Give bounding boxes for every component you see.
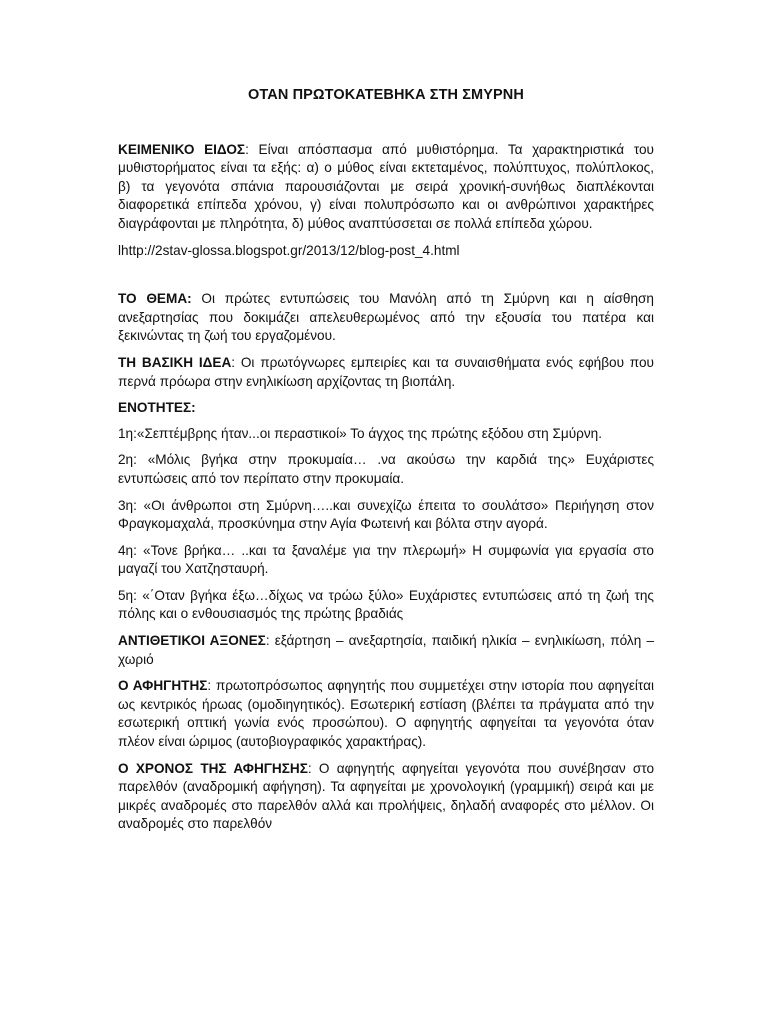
narrative-time-paragraph bbox=[118, 760, 654, 834]
narrator-label: Ο ΑΦΗΓΗΤΗΣ bbox=[118, 678, 208, 694]
contrasts-paragraph bbox=[118, 632, 654, 669]
document-title: ΟΤΑΝ ΠΡΩΤΟΚΑΤΕΒΗΚΑ ΣΤΗ ΣΜΥΡΝΗ bbox=[248, 87, 524, 103]
section-item: 5η: «΄Οταν βγήκα έξω…δίχως να τρώω ξύλο» Ευχάριστες εντυπώσεις από τη ζωή της πόλης και ο ενθουσιασμός της πρώτης βραδιάς bbox=[118, 587, 654, 622]
theme-text: Οι πρώτες εντυπώσεις του Μανόλη από τη Σμύρνη και η αίσθηση ανεξαρτησίας που δοκιμάζει απελευθερωμένος από την εξουσία του πατέρα και ξεκινώντας τη ζωή του εργαζομένου. bbox=[118, 291, 654, 344]
narrator-text: : πρωτοπρόσωπος αφηγητής που συμμετέχει στην ιστορία που αφηγείται ως κεντρικός ήρωας (ομοδιηγητικός). Εσωτερική εστίαση (βλέπει τα πράγματα από την εσωτερική οπτική γωνία ενός προσώπου). Ο αφηγητής αφηγείται τα γεγονότα όταν πλέον είναι ώριμος (αυτοβιογραφικός χαρακτήρας). bbox=[118, 678, 654, 750]
main-idea-label: ΤΗ ΒΑΣΙΚΗ ΙΔΕΑ bbox=[118, 354, 232, 370]
section-item: 1η:«Σεπτέμβρης ήταν...οι περαστικοί» Το άγχος της πρώτης εξόδου στη Σμύρνη. bbox=[118, 425, 603, 441]
section-item: 3η: «Οι άνθρωποι στη Σμύρνη…..και συνεχίζω έπειτα το σουλάτσο» Περιήγηση στον Φραγκομαχαλά, προσκύνημα στην Αγία Φωτεινή και βόλτα στην αγορά. bbox=[118, 497, 654, 532]
section-item: 2η: «Μόλις βγήκα στην προκυμαία… .να ακούσω την καρδιά της» Ευχάριστες εντυπώσεις από τον περίπατο στην προκυμαία. bbox=[118, 452, 654, 486]
narrator-paragraph bbox=[118, 677, 654, 751]
theme-label: ΤΟ ΘΕΜΑ: bbox=[118, 291, 192, 307]
contrasts-label: ΑΝΤΙΘΕΤΙΚΟΙ ΑΞΟΝΕΣ bbox=[118, 633, 266, 649]
narrative-time-text: : Ο αφηγητής αφηγείται γεγονότα που συνέβησαν στο παρελθόν (αναδρομική αφήγηση). Τα αφηγείται με χρονολογική (γραμμική) σειρά και με μικρές αναδρομές στο παρελθόν αλλά και προλήψεις, δηλαδή αναφορές στο μέλλον. Οι αναδρομές στο παρελθόν bbox=[118, 760, 655, 832]
main-idea-text: : Οι πρωτόγνωρες εμπειρίες και τα συναισθήματα ενός εφήβου που περνά πρόωρα στην ενηλικίωση αρχίζοντας τη βιοπάλη. bbox=[118, 354, 654, 389]
section-item: 4η: «Τονε βρήκα… ..και τα ξαναλέμε για την πλερωμή» Η συμφωνία για εργασία στο μαγαζί του Χατζησταυρή. bbox=[118, 542, 654, 577]
contrasts-text: : εξάρτηση – ανεξαρτησία, παιδική ηλικία – ενηλικίωση, πόλη – χωριό bbox=[118, 633, 654, 667]
narrative-time-label: Ο ΧΡΟΝΟΣ ΤΗΣ ΑΦΗΓΗΣΗΣ bbox=[118, 760, 308, 776]
document-page bbox=[118, 86, 654, 842]
genre-text: : Είναι απόσπασμα από μυθιστόρημα. Τα χαρακτηριστικά του μυθιστορήματος είναι τα εξής: α) ο μύθος είναι εκτεταμένος, πολύπτυχος, πολύπλοκος, β) τα γεγονότα σπάνια παρουσιάζονται με σειρά χρονική-συνήθως διαπλέκονται διαφορετικά επίπεδα χρόνου, γ) είναι πολυπρόσωπο και οι ανθρώπινοι χαρακτήρες διαγράφονται με πληρότητα, δ) μύθος αναπτύσσεται σε πολλά επίπεδα χώρου. bbox=[118, 141, 654, 231]
sections-heading: ΕΝΟΤΗΤΕΣ: bbox=[118, 400, 196, 416]
theme-paragraph bbox=[118, 290, 654, 346]
source-url: lhttp://2stav-glossa.blogspot.gr/2013/12/blog-post_4.html bbox=[118, 242, 460, 258]
main-idea-paragraph bbox=[118, 354, 654, 391]
genre-label: ΚΕΙΜΕΝΙΚΟ ΕΙΔΟΣ bbox=[118, 141, 246, 157]
genre-paragraph bbox=[118, 141, 654, 234]
